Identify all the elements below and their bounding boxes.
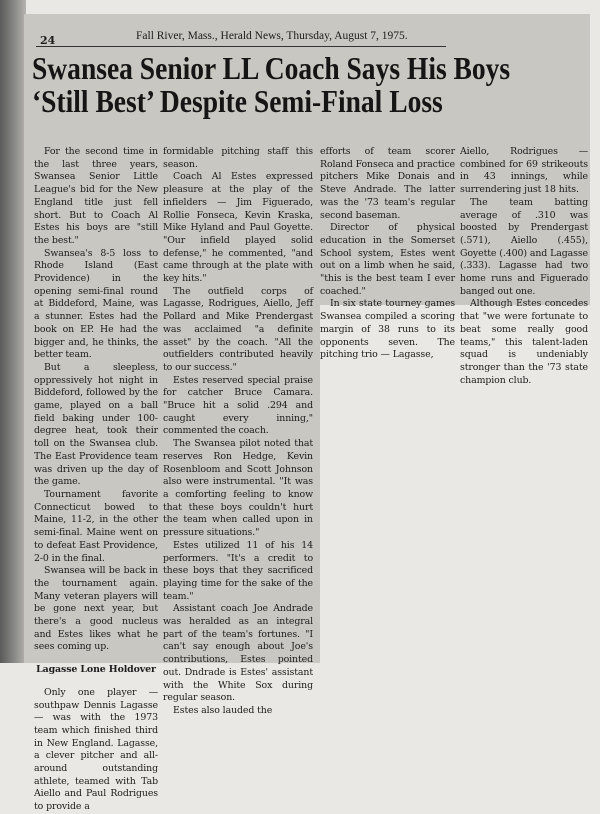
scan-edge-shadow (0, 0, 26, 663)
paragraph: Estes also lauded the (173, 704, 273, 716)
dateline: Fall River, Mass., Herald News, Thursday, August 7, 1975. (136, 30, 408, 42)
article-column-4 (460, 146, 588, 387)
paragraph: Estes utilized 11 of his 14 performers. "It's a credit to these boys that they sacrificed playing time for the sake of the team." (163, 539, 313, 602)
paragraph: For the second time in the last three years, Swansea Senior Little League's bid for the New England title just fell short. But to Coach Al Estes his boys are "still the best." (34, 146, 158, 246)
article-column-3 (320, 146, 455, 362)
paragraph: Coach Al Estes expressed pleasure at the play of the infielders — Jim Figuerado, Rollie Fonseca, Kevin Kraska, Mike Hyland and Paul Goyette. "Our infield played solid defense," he commented, "and came through at the plate with key hits." (163, 171, 313, 285)
paragraph: The outfield corps of Lagasse, Rodrigues, Aiello, Jeff Pollard and Mike Prendergast was acclaimed "a definite asset" by the coach. "All the outfielders contributed heavily to our success." (163, 285, 313, 373)
paragraph: Assistant coach Joe Andrade was heralded as an integral part of the team's fortunes. "I can't say enough about Joe's contributions, Estes pointed out. Dndrade is Estes' assistant with the White Sox during regular season. (163, 603, 313, 704)
paragraph: Although Estes concedes that "we were fortunate to beat some really good teams," this talent-laden squad is undeniably stronger than the '73 state champion club. (460, 298, 588, 386)
paragraph: Swansea's 8-5 loss to Rhode Island (East Providence) in the opening semi-final round at Biddeford, Maine, was a stunner. Estes had the book on EP. He had the bigger and, he thinks, the better team. (34, 247, 158, 361)
article-column-1 (34, 146, 158, 814)
paragraph: But a sleepless, oppressively hot night in Biddeford, followed by the game, played on a ball field baking under 100-degree heat, took their toll on the Swansea club. The East Providence team was driven up the day of the game. (34, 361, 158, 488)
paragraph: In six state tourney games Swansea compiled a scoring margin of 38 runs to its opponents seven. The pitching trio — Lagasse, (320, 298, 455, 361)
paragraph: Swansea will be back in the tournament again. Many veteran players will be gone next year, but there's a good nucleus and Estes likes what he sees coming up. (34, 565, 158, 653)
paragraph: The team batting average of .310 was boosted by Prendergast (.571), Aiello (.455), Goyette (.400) and Lagasse (.333). Lagasse had two home runs and Figuerado banged out one. (460, 196, 588, 297)
page-header (36, 30, 446, 47)
paragraph: formidable pitching staff this season. (163, 146, 313, 170)
headline-line-1: Swansea Senior LL Coach Says His Boys (32, 50, 511, 86)
paragraph: Aiello, Rodrigues — combined for 69 strikeouts in 43 innings, while surrendering just 18 hits. (460, 146, 588, 196)
paragraph: Only one player — southpaw Dennis Lagasse — was with the 1973 team which finished third in New England. Lagasse, a clever pitcher and all-around outstanding athlete, teamed with Tab Aiello and Paul Rodrigues to provide a (34, 686, 158, 813)
headline (32, 52, 510, 118)
paragraph: Director of physical education in the Somerset School system, Estes went out on a limb when he said, "this is the best team I ever coached." (320, 222, 455, 297)
subheading: Lagasse Lone Holdover (36, 664, 156, 676)
page-number: 24 (40, 34, 56, 47)
paragraph: efforts of team scorer Roland Fonseca and practice pitchers Mike Donais and Steve Andrade. The latter was the '73 team's regular second baseman. (320, 146, 455, 221)
paragraph: The Swansea pilot noted that reserves Ron Hedge, Kevin Rosenbloom and Scott Johnson also were instrumental. "It was a comforting feeling to know that these boys couldn't hurt the team when called upon in pressure situations." (163, 438, 313, 539)
headline-line-2: ‘Still Best’ Despite Semi-Final Loss (32, 83, 443, 119)
paragraph: Estes reserved special praise for catcher Bruce Camara. "Bruce hit a solid .294 and caught every inning," commented the coach. (163, 374, 313, 437)
article-column-2 (163, 146, 313, 718)
paragraph: Tournament favorite Connecticut bowed to Maine, 11-2, in the other semi-final. Maine went on to defeat East Providence, 2-0 in the final. (34, 488, 158, 564)
